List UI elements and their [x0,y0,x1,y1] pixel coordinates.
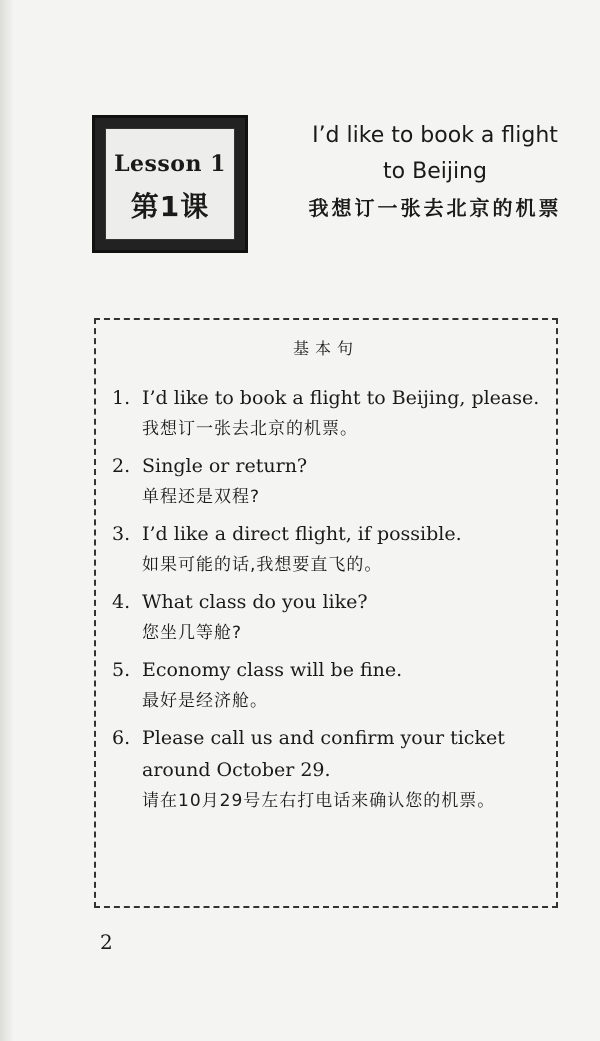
sentence-en: I’d like a direct flight, if possible. [142,523,462,545]
sentence-cn: 您坐几等舱? [142,623,243,643]
sentence-number: 6. [112,727,131,749]
page-number: 2 [100,930,113,954]
sentence-en-line [108,722,550,786]
sentence-cn: 请在10月29号左右打电话来确认您的机票。 [142,791,496,811]
sentence-list [108,382,550,822]
sentence-en-line [108,586,550,618]
sentence-item [108,722,550,816]
sentence-number: 2. [112,455,131,477]
sentence-number: 4. [112,591,131,613]
sentence-en-line [108,382,550,414]
sentence-item [108,450,550,512]
sentence-en-line [108,450,550,482]
sentence-en: Single or return? [142,455,308,477]
lesson-badge [92,115,248,253]
sentence-number: 3. [112,523,131,545]
sentence-item [108,586,550,648]
lesson-title-cn: 我想订一张去北京的机票 [308,196,562,220]
lesson-label-cn: 第1课 [130,190,210,223]
sentence-cn: 我想订一张去北京的机票。 [142,419,358,439]
sentence-item [108,382,550,444]
sentence-en: I’d like to book a flight to Beijing, please. [142,387,540,409]
sentence-en-line [108,654,550,686]
sentence-en: Please call us and confirm your ticket around October 29. [142,727,505,781]
key-sentences-heading: 基本句 [292,339,359,358]
sentence-cn: 最好是经济舱。 [142,691,268,711]
sentence-item [108,518,550,580]
sentence-en-line [108,518,550,550]
page-edge [0,0,14,1041]
lesson-title-en: I’d like to book a flight to Beijing [312,123,558,184]
sentence-number: 5. [112,659,131,681]
lesson-label-en: Lesson 1 [114,151,226,177]
sentence-cn: 如果可能的话,我想要直飞的。 [142,555,383,575]
sentence-item [108,654,550,716]
sentence-en: Economy class will be fine. [142,659,403,681]
sentence-number: 1. [112,387,131,409]
sentence-en: What class do you like? [142,591,368,613]
key-sentences-box [94,318,558,908]
lesson-badge-inner [105,128,235,240]
sentence-cn: 单程还是双程? [142,487,261,507]
